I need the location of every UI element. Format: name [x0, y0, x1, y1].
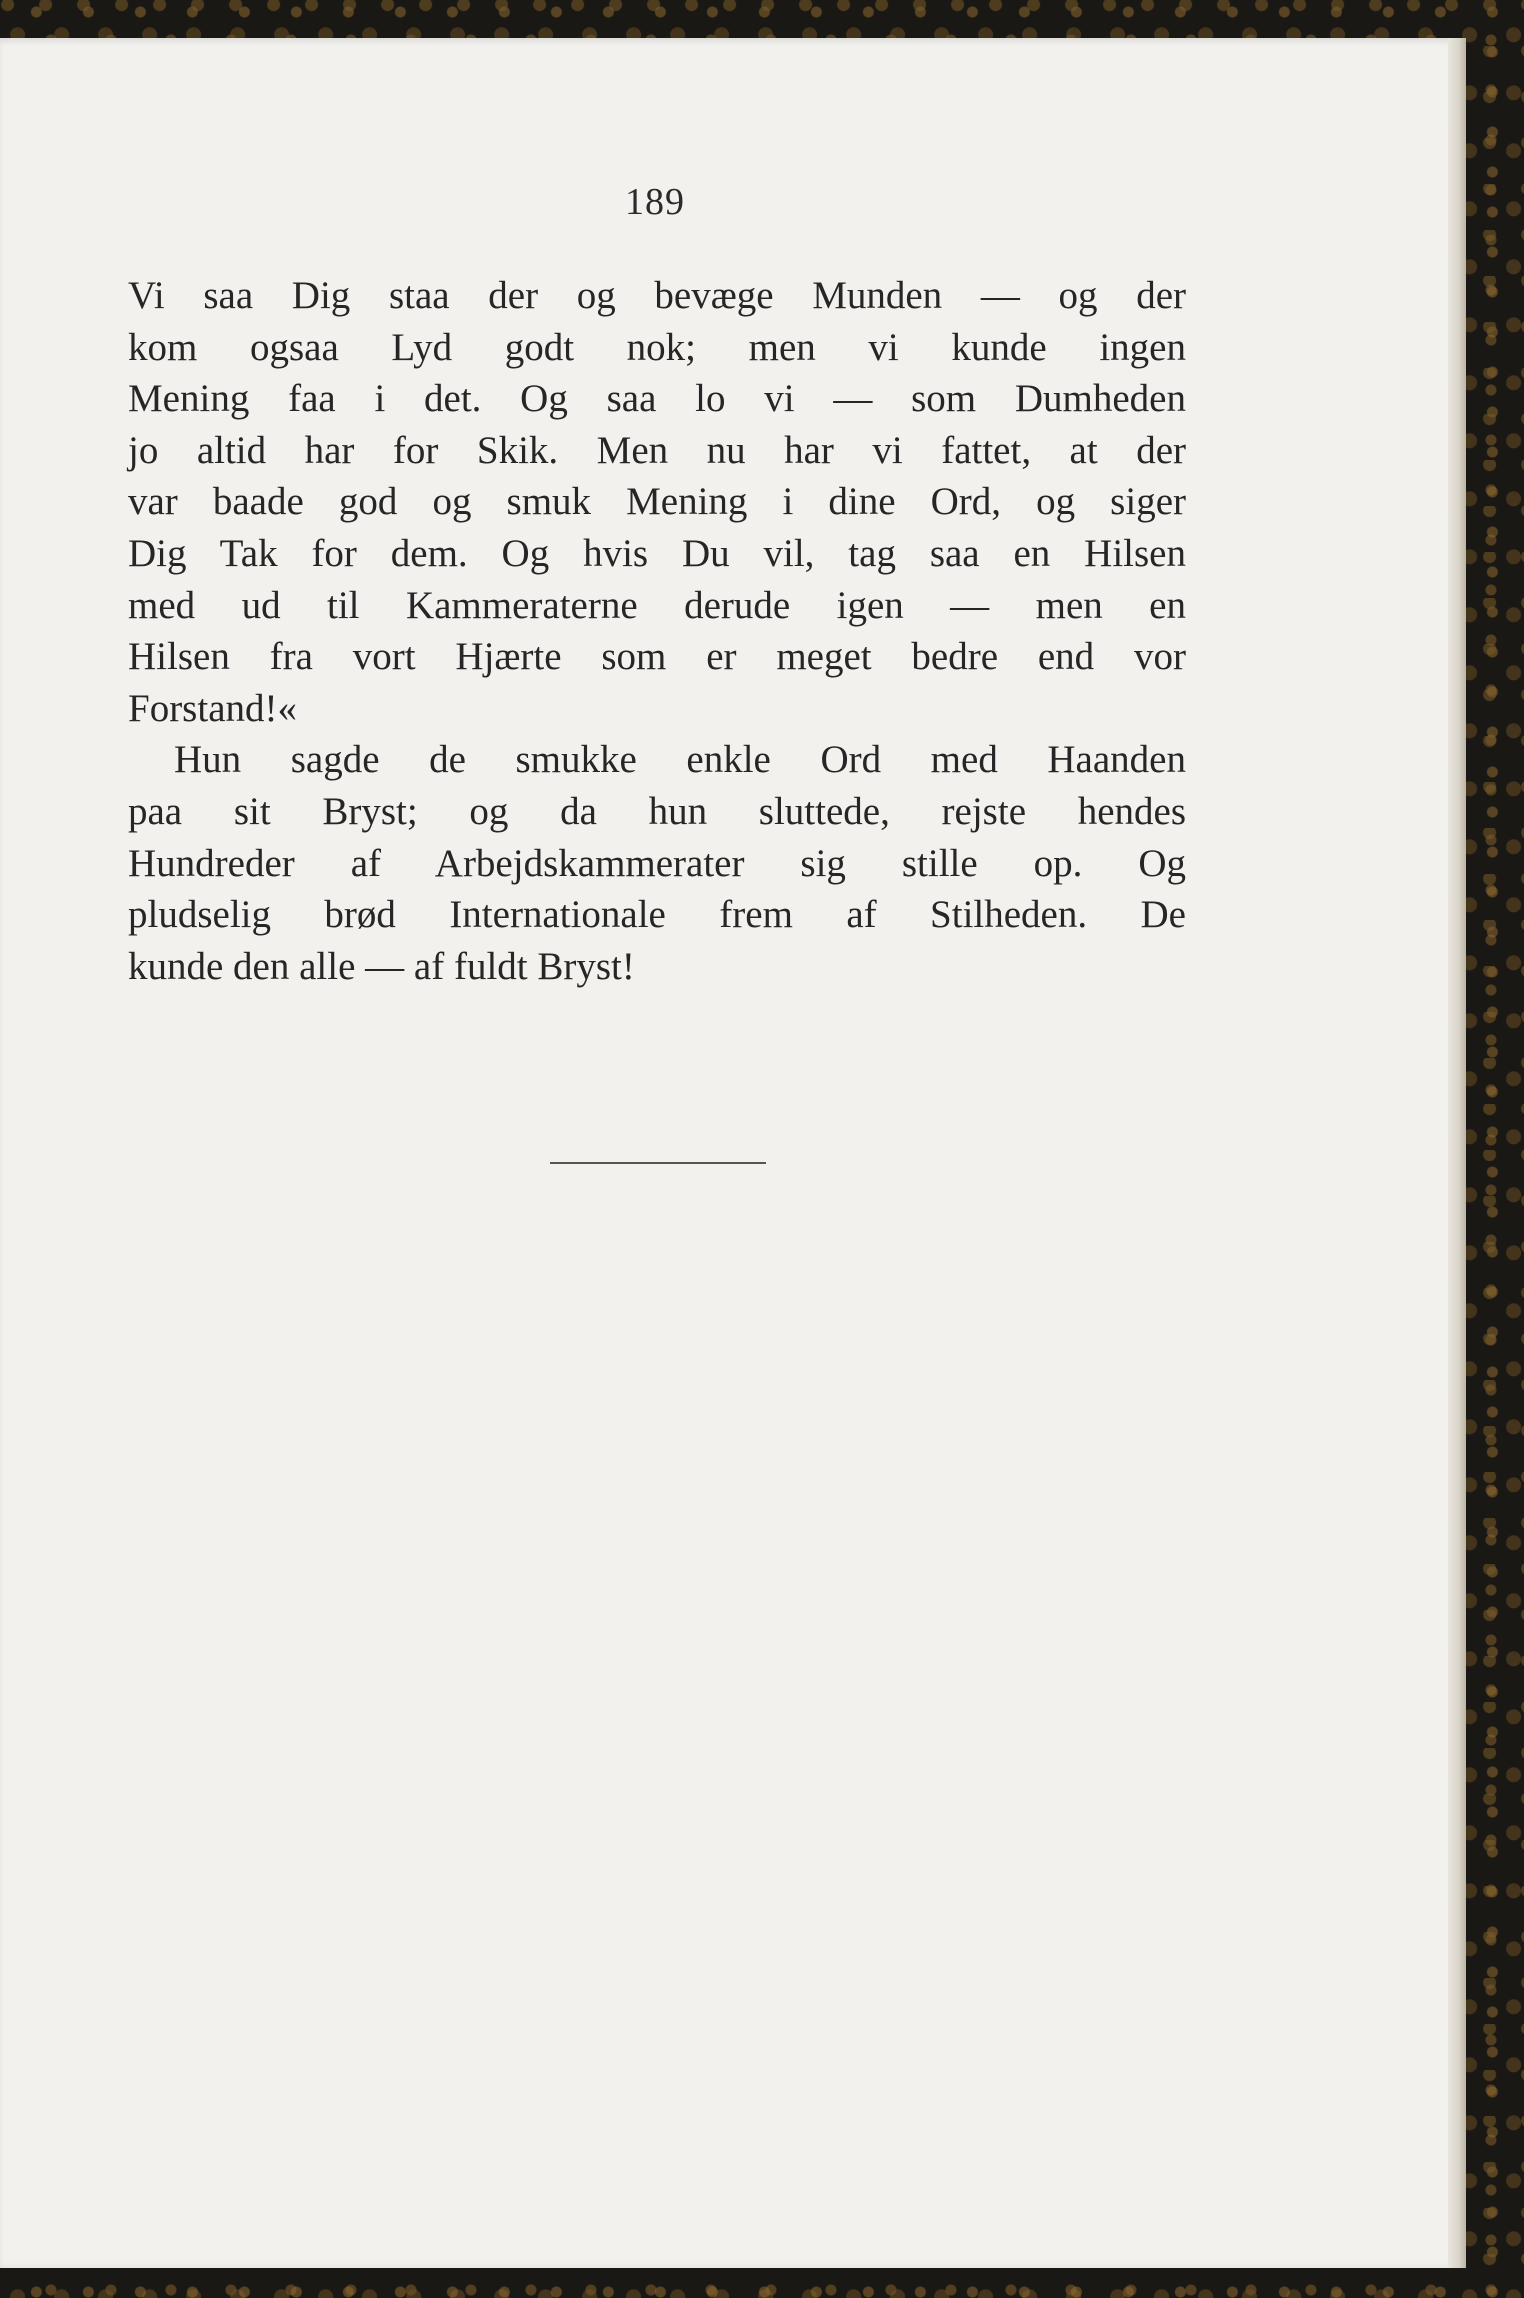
text-line: Hundreder af Arbejdskammerater sig stille op. Og: [128, 841, 1186, 885]
page-text: [128, 270, 1186, 992]
text-line: med ud til Kammeraterne derude igen — men en: [128, 583, 1186, 627]
text-line: jo altid har for Skik. Men nu har vi fattet, at der: [128, 428, 1186, 472]
text-line: Mening faa i det. Og saa lo vi — som Dumheden: [128, 377, 1186, 421]
text-line: Hun sagde de smukke enkle Ord med Haanden: [174, 738, 1186, 782]
text-line: Dig Tak for dem. Og hvis Du vil, tag saa en Hilsen: [128, 531, 1186, 575]
paragraph-1: [128, 270, 1186, 734]
page-number: 189: [625, 181, 685, 223]
text-line: paa sit Bryst; og da hun sluttede, rejste hendes: [128, 789, 1186, 833]
text-line: Forstand!«: [128, 686, 297, 730]
end-rule: [550, 1162, 766, 1164]
text-line: Vi saa Dig staa der og bevæge Munden — og der: [128, 274, 1186, 317]
text-line: pludselig brød Internationale frem af Stilheden. De: [128, 893, 1186, 937]
text-line: var baade god og smuk Mening i dine Ord, og siger: [128, 480, 1186, 524]
page-edge: [1448, 38, 1466, 2268]
text-line: Hilsen fra vort Hjærte som er meget bedre end vor: [128, 635, 1186, 679]
text-line: kom ogsaa Lyd godt nok; men vi kunde ingen: [128, 325, 1186, 369]
text-line: kunde den alle — af fuldt Bryst!: [128, 944, 635, 988]
paragraph-2: [128, 734, 1186, 992]
